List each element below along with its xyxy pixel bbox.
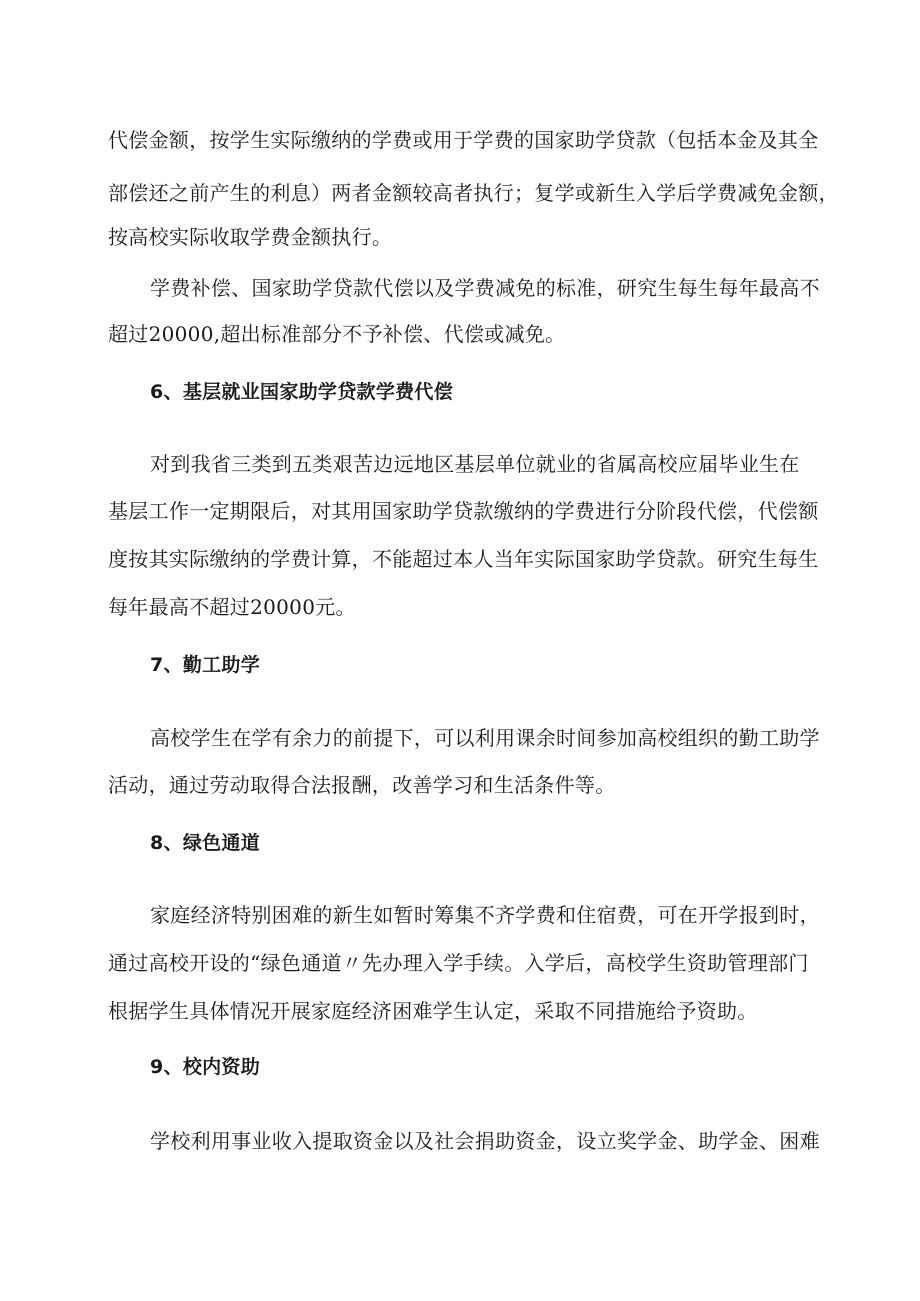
paragraph-line: 基层工作一定期限后，对其用国家助学贷款缴纳的学费进行分阶段代偿，代偿额 bbox=[108, 499, 819, 523]
paragraph-line: 家庭经济特别困难的新生如暂时筹集不齐学费和住宿费，可在开学报到时， bbox=[150, 903, 820, 927]
section-heading: 7、勤工助学 bbox=[150, 654, 261, 676]
paragraph-line: 学校利用事业收入提取资金以及社会捐助资金，设立奖学金、助学金、困难 bbox=[150, 1129, 820, 1153]
paragraph-line: 根据学生具体情况开展家庭经济困难学生认定，采取不同措施给予资助。 bbox=[108, 999, 758, 1023]
paragraph-line: 部偿还之前产生的利息）两者金额较高者执行；复学或新生入学后学费减免金额， bbox=[108, 181, 839, 205]
section-heading: 8、绿色通道 bbox=[150, 832, 261, 854]
paragraph-line: 对到我省三类到五类艰苦边远地区基层单位就业的省属高校应届毕业生在 bbox=[150, 452, 800, 476]
paragraph-line: 每年最高不超过20000元。 bbox=[108, 595, 356, 619]
paragraph-line: 代偿金额，按学生实际缴纳的学费或用于学费的国家助学贷款（包括本金及其全 bbox=[108, 128, 819, 152]
paragraph-line: 学费补偿、国家助学贷款代偿以及学费减免的标准，研究生每生每年最高不 bbox=[150, 276, 820, 300]
paragraph-line: 高校学生在学有余力的前提下，可以利用课余时间参加高校组织的勤工助学 bbox=[150, 726, 820, 750]
paragraph-line: 按高校实际收取学费金额执行。 bbox=[108, 225, 393, 249]
section-heading: 9、校内资助 bbox=[150, 1056, 261, 1078]
section-heading: 6、基层就业国家助学贷款学费代偿 bbox=[150, 381, 454, 403]
paragraph-line: 通过高校开设的“绿色通道〃先办理入学手续。入学后，高校学生资助管理部门 bbox=[108, 951, 809, 975]
paragraph-line: 度按其实际缴纳的学费计算，不能超过本人当年实际国家助学贷款。研究生每生 bbox=[108, 547, 819, 571]
paragraph-line: 超过20000,超出标准部分不予补偿、代偿或减免。 bbox=[108, 322, 566, 346]
paragraph-line: 活动，通过劳动取得合法报酬，改善学习和生活条件等。 bbox=[108, 773, 616, 797]
